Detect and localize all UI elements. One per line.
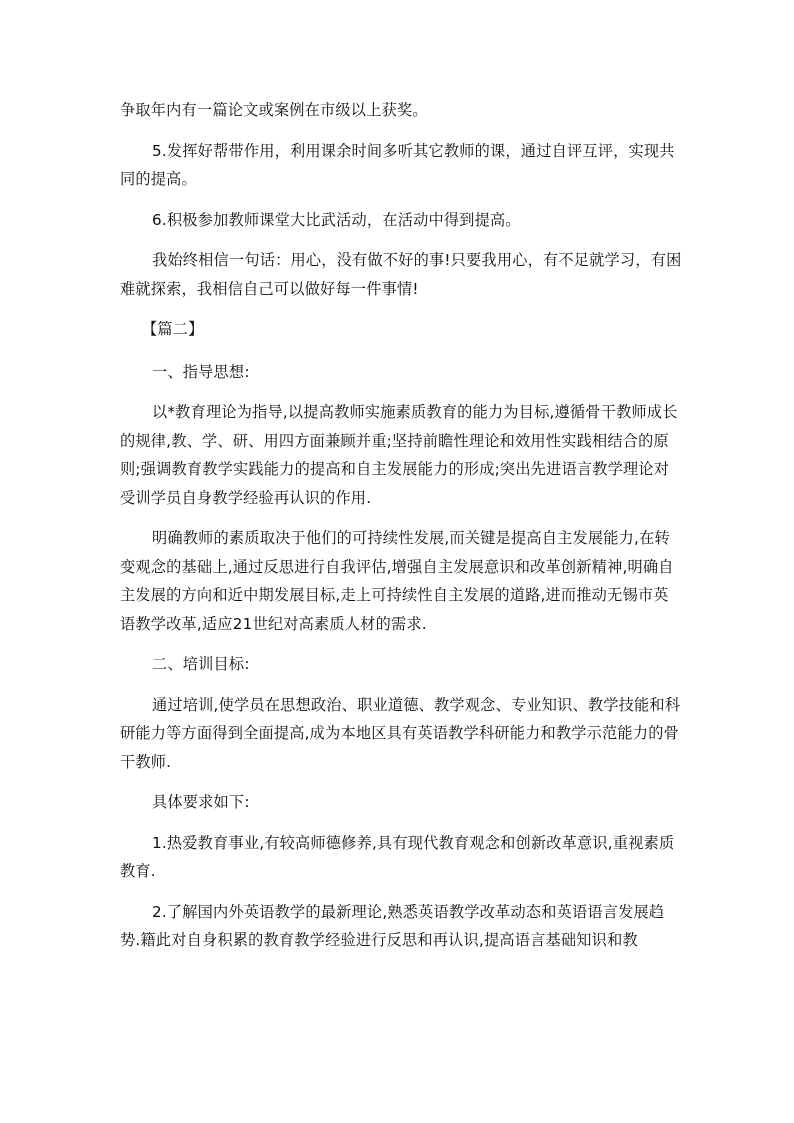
paragraph-award-goal: 争取年内有一篇论文或案例在市级以上获奖。 <box>120 101 428 119</box>
paragraph-item-6: 6.积极参加教师课堂大比武活动，在活动中得到提高。 <box>152 210 521 229</box>
paragraph-requirements-intro: 具体要求如下: <box>152 793 250 811</box>
paragraph-item-5: 5.发挥好帮带作用，利用课余时间多听其它教师的课，通过自评互评，实现共同的提高。 <box>120 141 675 188</box>
paragraph-training-goals: 通过培训,使学员在思想政治、职业道德、教学观念、专业知识、教学技能和科研能力等方面得到全面提高,成为本地区具有英语教学科研能力和教学示范能力的骨干教师. <box>120 695 681 771</box>
document-body <box>120 96 682 967</box>
heading-guiding-ideology: 一、指导思想: <box>152 362 250 381</box>
paragraph-belief: 我始终相信一句话：用心，没有做不好的事!只要我用心，有不足就学习，有困难就探索，我相信自己可以做好每一件事情! <box>120 251 682 298</box>
paragraph-teacher-development: 明确教师的素质取决于他们的可持续性发展,而关键是提高自主发展能力,在转变观念的基础上,通过反思进行自我评估,增强自主发展意识和改革创新精神,明确自主发展的方向和近中期发展目标,走上可持续性自主发展的道路,进而推动无锡市英语教学改革,适应21世纪对高素质人材的需求. <box>120 529 674 633</box>
paragraph-requirement-1: 1.热爱教育事业,有较高师德修养,具有现代教育观念和创新改革意识,重视素质教育. <box>120 833 675 880</box>
heading-training-goals: 二、培训目标: <box>152 655 250 673</box>
paragraph-requirement-2: 2.了解国内外英语教学的最新理论,熟悉英语教学改革动态和英语语言发展趋势.籍此对自身积累的教育教学经验进行反思和再认识,提高语言基础知识和教 <box>120 902 665 949</box>
paragraph-guiding-ideology: 以*教育理论为指导,以提高教师实施素质教育的能力为目标,遵循骨干教师成长的规律,教、学、研、用四方面兼顾并重;坚持前瞻性理论和效用性实践相结合的原则;强调教育教学实践能力的提高和自主发展能力的形成;突出先进语言教学理论对受训学员自身教学经验再认识的作用. <box>120 403 678 507</box>
section-title-part-two: 【篇二】 <box>142 320 204 338</box>
